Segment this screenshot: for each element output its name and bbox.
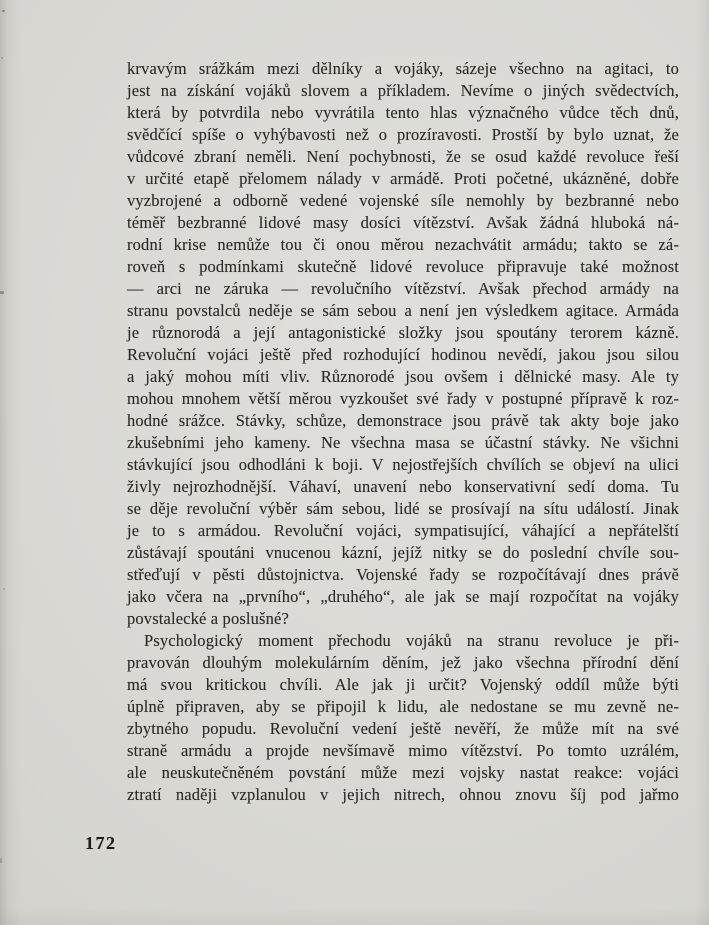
text-line: má svou kritickou chvíli. Ale jak ji určit? Vojenský oddíl může býti bbox=[127, 675, 679, 694]
text-line: vůdcové zbraní neměli. Není pochybnosti, že se osud každé revoluce řeší bbox=[127, 147, 679, 166]
text-line: svědčící spíše o vyhýbavosti než o prozíravosti. Prostší by bylo uznat, že bbox=[127, 125, 679, 144]
text-line: Revoluční vojáci ještě před rozhodující hodinou nevědí, jakou jsou silou bbox=[127, 345, 679, 364]
text-line: je různorodá a její antagonistické složky jsou spoutány terorem kázně. bbox=[127, 323, 679, 342]
scan-speck bbox=[0, 858, 2, 863]
text-line: povstalecké a poslušné? bbox=[127, 609, 289, 628]
text-line: ztratí naději vzplanulou v jejich nitrech, ohnou znovu šíj pod jařmo bbox=[127, 785, 679, 804]
body-text bbox=[127, 58, 679, 806]
text-line: hodné srážce. Stávky, schůze, demonstrace jsou právě tak akty boje jako bbox=[127, 411, 679, 430]
text-line: zbytného popudu. Revoluční vedení ještě nevěří, že může mít na své bbox=[127, 719, 679, 738]
text-line: vyzbrojené a odborně vedené vojenské síle nemohly by bezbranné nebo bbox=[127, 191, 679, 210]
text-line: rodní krise nemůže tou či onou měrou nezachvátit armádu; takto se zá- bbox=[127, 235, 679, 254]
text-line: ale neuskutečněném povstání může mezi vojsky nastat reakce: vojáci bbox=[127, 763, 679, 782]
scan-speck bbox=[1, 57, 3, 59]
text-line: krvavým srážkám mezi dělníky a vojáky, sázeje všechno na agitaci, to bbox=[127, 59, 679, 78]
text-line: se děje revoluční výběr sám sebou, lidé se prosívají na sítu událostí. Jinak bbox=[127, 499, 679, 518]
text-line: a jaký mohou míti vliv. Různorodé jsou ovšem i dělnické masy. Ale ty bbox=[127, 367, 679, 386]
text-line: zkušebními jeho kameny. Ne všechna masa se účastní stávky. Ne všichni bbox=[127, 433, 679, 452]
text-line: živly nejrozhodnější. Váhaví, unavení nebo konservativní sedí doma. Tu bbox=[127, 477, 679, 496]
text-line: úplně připraven, aby se připojil k lidu, ale nedostane se mu zevně ne- bbox=[127, 697, 679, 716]
text-line: téměř bezbranné lidové masy dosíci vítězství. Avšak žádná hluboká ná- bbox=[127, 213, 679, 232]
text-line: stávkující jsou odhodláni k boji. V nejostřejších chvílích se objeví na ulici bbox=[127, 455, 679, 474]
scan-speck bbox=[0, 291, 4, 294]
text-line: je to s armádou. Revoluční vojáci, sympatisující, váhající a nepřátelští bbox=[127, 521, 679, 540]
text-line: Psychologický moment přechodu vojáků na stranu revoluce je při- bbox=[144, 631, 679, 650]
text-line: zůstávají spoutáni vnucenou kázní, jejíž nitky se do poslední chvíle sou- bbox=[127, 543, 679, 562]
text-line: pravován dlouhým molekulárním děním, jež jako všechna přírodní dění bbox=[127, 653, 679, 672]
text-line: stranu povstalců neděje se sám sebou a není jen výsledkem agitace. Armáda bbox=[127, 301, 679, 320]
text-line: v určité etapě přelomem nálady v armádě. Proti početné, ukázněné, dobře bbox=[127, 169, 679, 188]
text-line: mohou mnohem větší měrou vyzkoušet své řady v postupné přípravě k roz- bbox=[127, 389, 679, 408]
text-line: roveň s podmínkami skutečně lidové revoluce připravuje také možnost bbox=[127, 257, 679, 276]
text-line: jako včera na „prvního“, „druhého“, ale jak se mají rozpočítat na vojáky bbox=[127, 587, 679, 606]
scan-speck bbox=[2, 10, 5, 12]
text-line: jest na získání vojáků slovem a příkladem. Nevíme o jiných svědectvích, bbox=[127, 81, 679, 100]
text-line: střeďují v pěsti důstojnictva. Vojenské řady se rozpočítávají dnes právě bbox=[127, 565, 679, 584]
text-line: straně armádu a projde nevšímavě mimo vítězství. Po tomto uzrálém, bbox=[127, 741, 679, 760]
scan-speck bbox=[3, 588, 5, 590]
text-line: — arci ne záruka — revolučního vítězství. Avšak přechod armády na bbox=[127, 279, 679, 298]
text-line: která by potvrdila nebo vyvrátila tento hlas význačného vůdce těch dnů, bbox=[127, 103, 679, 122]
page-number: 172 bbox=[85, 833, 117, 853]
